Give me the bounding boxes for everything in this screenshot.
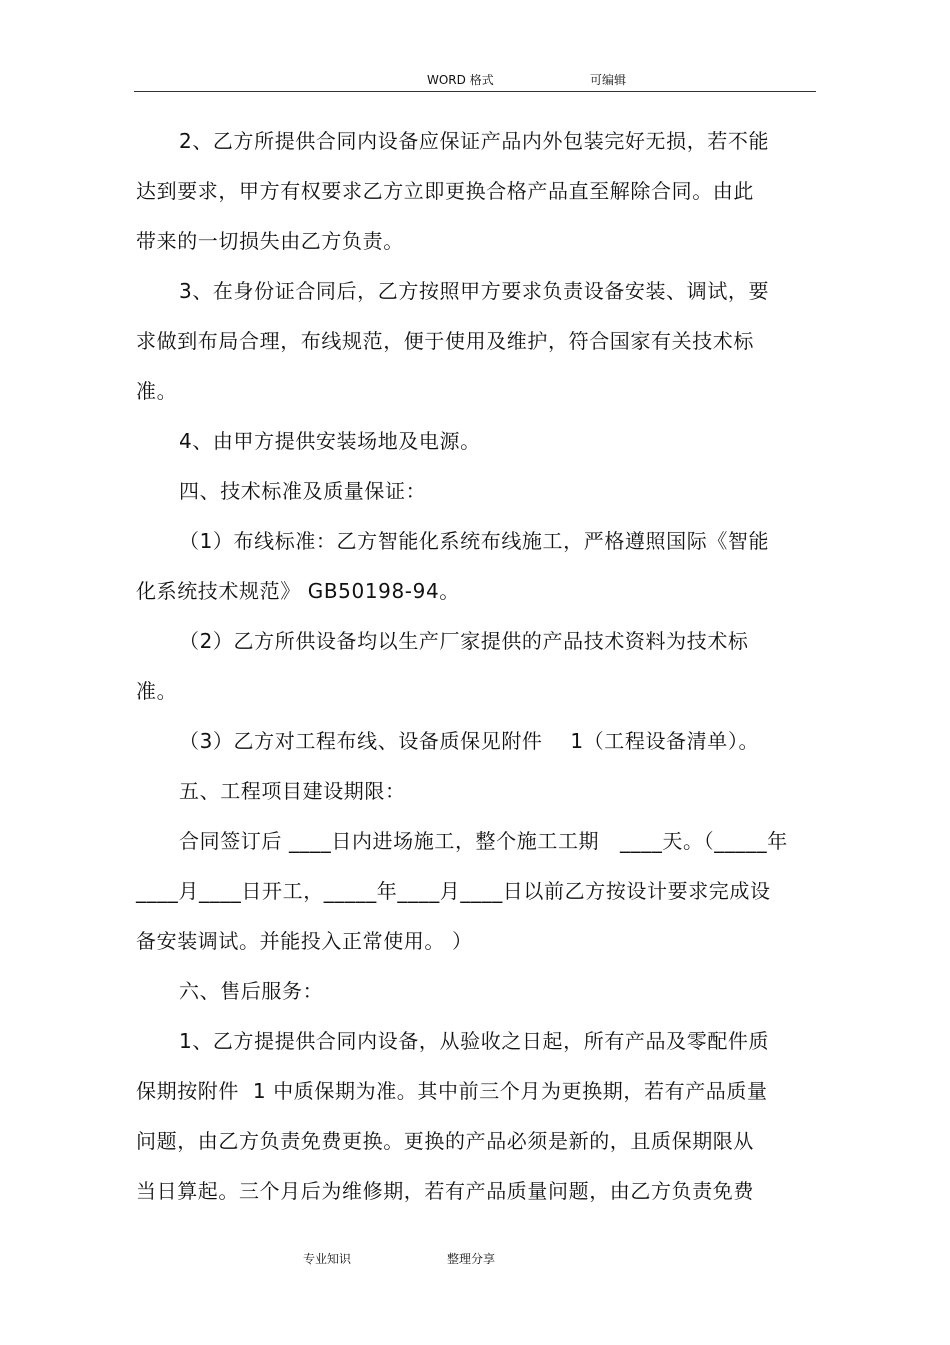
- text-line: 达到要求，甲方有权要求乙方立即更换合格产品直至解除合同。由此: [136, 179, 754, 203]
- text-line: 保期按附件 1 中质保期为准。其中前三个月为更换期，若有产品质量: [136, 1079, 768, 1103]
- section-heading: 四、技术标准及质量保证：: [179, 479, 427, 503]
- header-divider: [134, 91, 816, 92]
- text-line: 当日算起。三个月后为维修期，若有产品质量问题，由乙方负责免费: [136, 1179, 754, 1203]
- text-line: （3）乙方对工程布线、设备质保见附件 1（工程设备清单）。: [179, 729, 760, 753]
- text-line: 化系统技术规范》 GB50198-94。: [136, 579, 460, 603]
- text-line: 合同签订后 ____日内进场施工，整个施工工期 ____天。（_____年: [179, 829, 788, 853]
- text-line: 4、由甲方提供安装场地及电源。: [179, 429, 481, 453]
- text-line: 问题，由乙方负责免费更换。更换的产品必须是新的，且质保期限从: [136, 1129, 754, 1153]
- text-line: 1、乙方提提供合同内设备，从验收之日起，所有产品及零配件质: [179, 1029, 770, 1053]
- page-header: [0, 69, 950, 89]
- header-editable-label: 可编辑: [590, 73, 627, 87]
- text-line: 带来的一切损失由乙方负责。: [136, 229, 404, 253]
- text-line: （1）布线标准：乙方智能化系统布线施工，严格遵照国际《智能: [179, 529, 770, 553]
- section-heading: 五、工程项目建设期限：: [179, 779, 406, 803]
- text-line: 求做到布局合理，布线规范，便于使用及维护，符合国家有关技术标: [136, 329, 754, 353]
- footer-right-label: 整理分享: [447, 1252, 496, 1266]
- header-format-label: WORD 格式: [427, 73, 494, 87]
- text-line: 备安装调试。并能投入正常使用。 ）: [136, 929, 473, 953]
- text-line: 准。: [136, 379, 178, 403]
- text-line: （2）乙方所供设备均以生产厂家提供的产品技术资料为技术标: [179, 629, 749, 653]
- text-line: 3、在身份证合同后，乙方按照甲方要求负责设备安装、调试，要: [179, 279, 770, 303]
- text-line: 准。: [136, 679, 178, 703]
- text-line: ____月____日开工，_____年____月____日以前乙方按设计要求完成设: [136, 879, 771, 903]
- text-line: 2、乙方所提供合同内设备应保证产品内外包装完好无损，若不能: [179, 129, 770, 153]
- footer-left-label: 专业知识: [303, 1252, 352, 1266]
- section-heading: 六、售后服务：: [179, 979, 324, 1003]
